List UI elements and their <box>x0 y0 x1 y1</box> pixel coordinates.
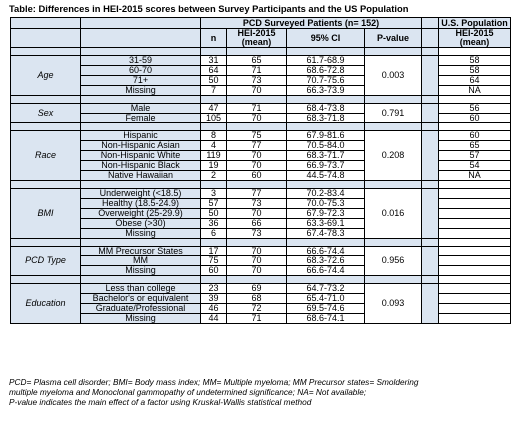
category-label: Race <box>11 131 81 181</box>
group-label: 60-70 <box>81 65 201 75</box>
table-title: Table: Differences in HEI-2015 scores between Survey Participants and the US Population <box>9 3 409 14</box>
n-cell: 4 <box>201 141 227 151</box>
table-row <box>11 246 511 256</box>
spacer-cell <box>11 48 81 56</box>
n-cell: 60 <box>201 266 227 276</box>
us-mean-cell: NA <box>439 85 511 95</box>
spacer-cell <box>227 48 287 56</box>
us-mean-cell: 58 <box>439 56 511 66</box>
mean-cell: 71 <box>227 103 287 113</box>
category-label: Sex <box>11 103 81 123</box>
us-mean-cell <box>439 266 511 276</box>
group-label: Graduate/Professional <box>81 304 201 314</box>
spacer-cell <box>201 180 227 188</box>
n-cell: 7 <box>201 85 227 95</box>
spacer-cell <box>439 123 511 131</box>
spacer-cell <box>201 123 227 131</box>
spacer-cell <box>81 180 201 188</box>
n-cell: 19 <box>201 161 227 171</box>
ci-cell: 67.9-81.6 <box>287 131 365 141</box>
us-mean-cell: NA <box>439 171 511 181</box>
category-label: PCD Type <box>11 246 81 276</box>
group-label: Female <box>81 113 201 123</box>
n-cell: 44 <box>201 313 227 323</box>
us-mean-cell <box>439 218 511 228</box>
n-cell: 57 <box>201 198 227 208</box>
group-label: 71+ <box>81 75 201 85</box>
n-cell: 50 <box>201 75 227 85</box>
n-cell: 46 <box>201 304 227 314</box>
group-label: Less than college <box>81 284 201 294</box>
spacer-cell <box>422 48 439 56</box>
group-label: Missing <box>81 228 201 238</box>
divider-cell <box>422 188 439 238</box>
header-ci: 95% CI <box>287 29 365 48</box>
group-label: Non-Hispanic Black <box>81 161 201 171</box>
spacer-cell <box>365 48 422 56</box>
group-label: Missing <box>81 85 201 95</box>
ci-cell: 70.7-75.6 <box>287 75 365 85</box>
footnotes <box>9 377 514 408</box>
group-label: Hispanic <box>81 131 201 141</box>
mean-cell: 70 <box>227 208 287 218</box>
mean-cell: 75 <box>227 131 287 141</box>
us-mean-cell <box>439 188 511 198</box>
group-label: 31-59 <box>81 56 201 66</box>
spacer-cell <box>81 48 201 56</box>
us-mean-cell <box>439 208 511 218</box>
spacer-cell <box>81 276 201 284</box>
group-label: Underweight (<18.5) <box>81 188 201 198</box>
ci-cell: 44.5-74.8 <box>287 171 365 181</box>
header-blank <box>11 29 81 48</box>
mean-cell: 68 <box>227 294 287 304</box>
spacer-cell <box>287 238 365 246</box>
section-spacer <box>11 123 511 131</box>
group-label: Overweight (25-29.9) <box>81 208 201 218</box>
footnote-line: multiple myeloma and Monoclonal gammopathy of undetermined significance; NA= Not available; <box>9 387 367 398</box>
spacer-cell <box>11 123 81 131</box>
footnote-line: P-value indicates the main effect of a factor using Kruskal-Wallis statistical method <box>9 397 312 408</box>
us-mean-cell <box>439 228 511 238</box>
us-mean-cell: 58 <box>439 65 511 75</box>
spacer-cell <box>11 95 81 103</box>
us-mean-cell: 54 <box>439 161 511 171</box>
section-spacer <box>11 238 511 246</box>
ci-cell: 68.4-73.8 <box>287 103 365 113</box>
ci-cell: 61.7-68.9 <box>287 56 365 66</box>
ci-cell: 69.5-74.6 <box>287 304 365 314</box>
mean-cell: 70 <box>227 246 287 256</box>
group-label: Healthy (18.5-24.9) <box>81 198 201 208</box>
us-mean-cell <box>439 256 511 266</box>
group-label: Bachelor's or equivalent <box>81 294 201 304</box>
n-cell: 50 <box>201 208 227 218</box>
category-label: BMI <box>11 188 81 238</box>
ci-cell: 70.0-75.3 <box>287 198 365 208</box>
spacer-cell <box>439 238 511 246</box>
spacer-cell <box>201 238 227 246</box>
pvalue-cell: 0.003 <box>365 56 422 96</box>
mean-cell: 70 <box>227 256 287 266</box>
ci-cell: 66.9-73.7 <box>287 161 365 171</box>
group-label: Male <box>81 103 201 113</box>
spacer-cell <box>81 238 201 246</box>
mean-cell: 77 <box>227 141 287 151</box>
us-mean-cell <box>439 294 511 304</box>
spacer-cell <box>201 48 227 56</box>
category-label: Education <box>11 284 81 324</box>
divider-cell <box>422 246 439 276</box>
us-mean-cell <box>439 313 511 323</box>
mean-cell: 70 <box>227 113 287 123</box>
pvalue-cell: 0.208 <box>365 131 422 181</box>
ci-cell: 68.3-71.8 <box>287 113 365 123</box>
header-blank <box>422 29 439 48</box>
spacer-cell <box>287 48 365 56</box>
footnote-line: PCD= Plasma cell disorder; BMI= Body mass index; MM= Multiple myeloma; MM Precursor states= Smoldering <box>9 377 419 387</box>
ci-cell: 70.5-84.0 <box>287 141 365 151</box>
us-mean-cell <box>439 246 511 256</box>
divider-cell <box>422 103 439 123</box>
n-cell: 39 <box>201 294 227 304</box>
pvalue-cell: 0.791 <box>365 103 422 123</box>
us-mean-cell <box>439 198 511 208</box>
pvalue-cell: 0.956 <box>365 246 422 276</box>
group-label: MM <box>81 256 201 266</box>
mean-cell: 71 <box>227 313 287 323</box>
ci-cell: 63.3-69.1 <box>287 218 365 228</box>
header-hei-mean: HEI-2015 (mean) <box>227 29 287 48</box>
spacer-cell <box>422 238 439 246</box>
n-cell: 64 <box>201 65 227 75</box>
mean-cell: 70 <box>227 266 287 276</box>
divider-cell <box>422 131 439 181</box>
header-n: n <box>201 29 227 48</box>
mean-cell: 73 <box>227 228 287 238</box>
ci-cell: 70.2-83.4 <box>287 188 365 198</box>
n-cell: 119 <box>201 151 227 161</box>
ci-cell: 67.4-78.3 <box>287 228 365 238</box>
spacer-cell <box>422 276 439 284</box>
n-cell: 2 <box>201 171 227 181</box>
mean-cell: 73 <box>227 198 287 208</box>
spacer-cell <box>201 276 227 284</box>
spacer-cell <box>439 180 511 188</box>
n-cell: 3 <box>201 188 227 198</box>
spacer-cell <box>287 123 365 131</box>
mean-cell: 71 <box>227 65 287 75</box>
spacer-cell <box>201 95 227 103</box>
us-mean-cell: 57 <box>439 151 511 161</box>
mean-cell: 72 <box>227 304 287 314</box>
n-cell: 75 <box>201 256 227 266</box>
ci-cell: 66.3-73.9 <box>287 85 365 95</box>
group-label: Native Hawaiian <box>81 171 201 181</box>
table-row <box>11 103 511 113</box>
table-row <box>11 56 511 66</box>
spacer-cell <box>422 123 439 131</box>
header-pvalue: P-value <box>365 29 422 48</box>
ci-cell: 68.6-74.1 <box>287 313 365 323</box>
spacer-cell <box>422 95 439 103</box>
us-mean-cell <box>439 284 511 294</box>
group-label: Obese (>30) <box>81 218 201 228</box>
us-mean-cell: 60 <box>439 131 511 141</box>
header-us-hei-mean: HEI-2015 (mean) <box>439 29 511 48</box>
section-spacer <box>11 48 511 56</box>
mean-cell: 70 <box>227 161 287 171</box>
divider-cell <box>422 56 439 96</box>
spacer-cell <box>227 95 287 103</box>
spacer-cell <box>11 238 81 246</box>
ci-cell: 68.3-71.7 <box>287 151 365 161</box>
section-spacer <box>11 95 511 103</box>
spacer-cell <box>439 48 511 56</box>
header-blank <box>81 18 201 29</box>
divider-cell <box>422 284 439 324</box>
spacer-cell <box>227 180 287 188</box>
mean-cell: 60 <box>227 171 287 181</box>
spacer-cell <box>439 95 511 103</box>
us-mean-cell: 60 <box>439 113 511 123</box>
ci-cell: 68.3-72.6 <box>287 256 365 266</box>
ci-cell: 66.6-74.4 <box>287 246 365 256</box>
us-mean-cell: 56 <box>439 103 511 113</box>
table-row <box>11 131 511 141</box>
spacer-cell <box>422 180 439 188</box>
section-spacer <box>11 276 511 284</box>
mean-cell: 73 <box>227 75 287 85</box>
spacer-cell <box>11 276 81 284</box>
n-cell: 17 <box>201 246 227 256</box>
us-mean-cell <box>439 304 511 314</box>
mean-cell: 70 <box>227 85 287 95</box>
group-label: Missing <box>81 313 201 323</box>
hei-table <box>10 17 511 324</box>
header-blank <box>11 18 81 29</box>
mean-cell: 65 <box>227 56 287 66</box>
spacer-cell <box>439 276 511 284</box>
ci-cell: 67.9-72.3 <box>287 208 365 218</box>
us-mean-cell: 64 <box>439 75 511 85</box>
table-row <box>11 188 511 198</box>
spacer-cell <box>287 276 365 284</box>
pvalue-cell: 0.016 <box>365 188 422 238</box>
spacer-cell <box>365 123 422 131</box>
table-row <box>11 284 511 294</box>
mean-cell: 70 <box>227 151 287 161</box>
spacer-cell <box>81 123 201 131</box>
spacer-cell <box>365 95 422 103</box>
category-label: Age <box>11 56 81 96</box>
section-spacer <box>11 180 511 188</box>
pvalue-cell: 0.093 <box>365 284 422 324</box>
n-cell: 47 <box>201 103 227 113</box>
n-cell: 8 <box>201 131 227 141</box>
spacer-cell <box>365 276 422 284</box>
group-label: Non-Hispanic White <box>81 151 201 161</box>
n-cell: 105 <box>201 113 227 123</box>
ci-cell: 64.7-73.2 <box>287 284 365 294</box>
ci-cell: 65.4-71.0 <box>287 294 365 304</box>
header-us-group: U.S. Population <box>439 18 511 29</box>
spacer-cell <box>287 95 365 103</box>
ci-cell: 68.6-72.8 <box>287 65 365 75</box>
ci-cell: 66.6-74.4 <box>287 266 365 276</box>
spacer-cell <box>11 180 81 188</box>
n-cell: 23 <box>201 284 227 294</box>
spacer-cell <box>365 238 422 246</box>
mean-cell: 77 <box>227 188 287 198</box>
spacer-cell <box>227 276 287 284</box>
header-blank <box>422 18 439 29</box>
spacer-cell <box>81 95 201 103</box>
us-mean-cell: 65 <box>439 141 511 151</box>
n-cell: 6 <box>201 228 227 238</box>
header-blank <box>81 29 201 48</box>
group-label: MM Precursor States <box>81 246 201 256</box>
spacer-cell <box>287 180 365 188</box>
mean-cell: 66 <box>227 218 287 228</box>
header-pcd-group: PCD Surveyed Patients (n= 152) <box>201 18 422 29</box>
spacer-cell <box>227 238 287 246</box>
mean-cell: 69 <box>227 284 287 294</box>
spacer-cell <box>227 123 287 131</box>
group-label: Non-Hispanic Asian <box>81 141 201 151</box>
spacer-cell <box>365 180 422 188</box>
n-cell: 31 <box>201 56 227 66</box>
n-cell: 36 <box>201 218 227 228</box>
group-label: Missing <box>81 266 201 276</box>
